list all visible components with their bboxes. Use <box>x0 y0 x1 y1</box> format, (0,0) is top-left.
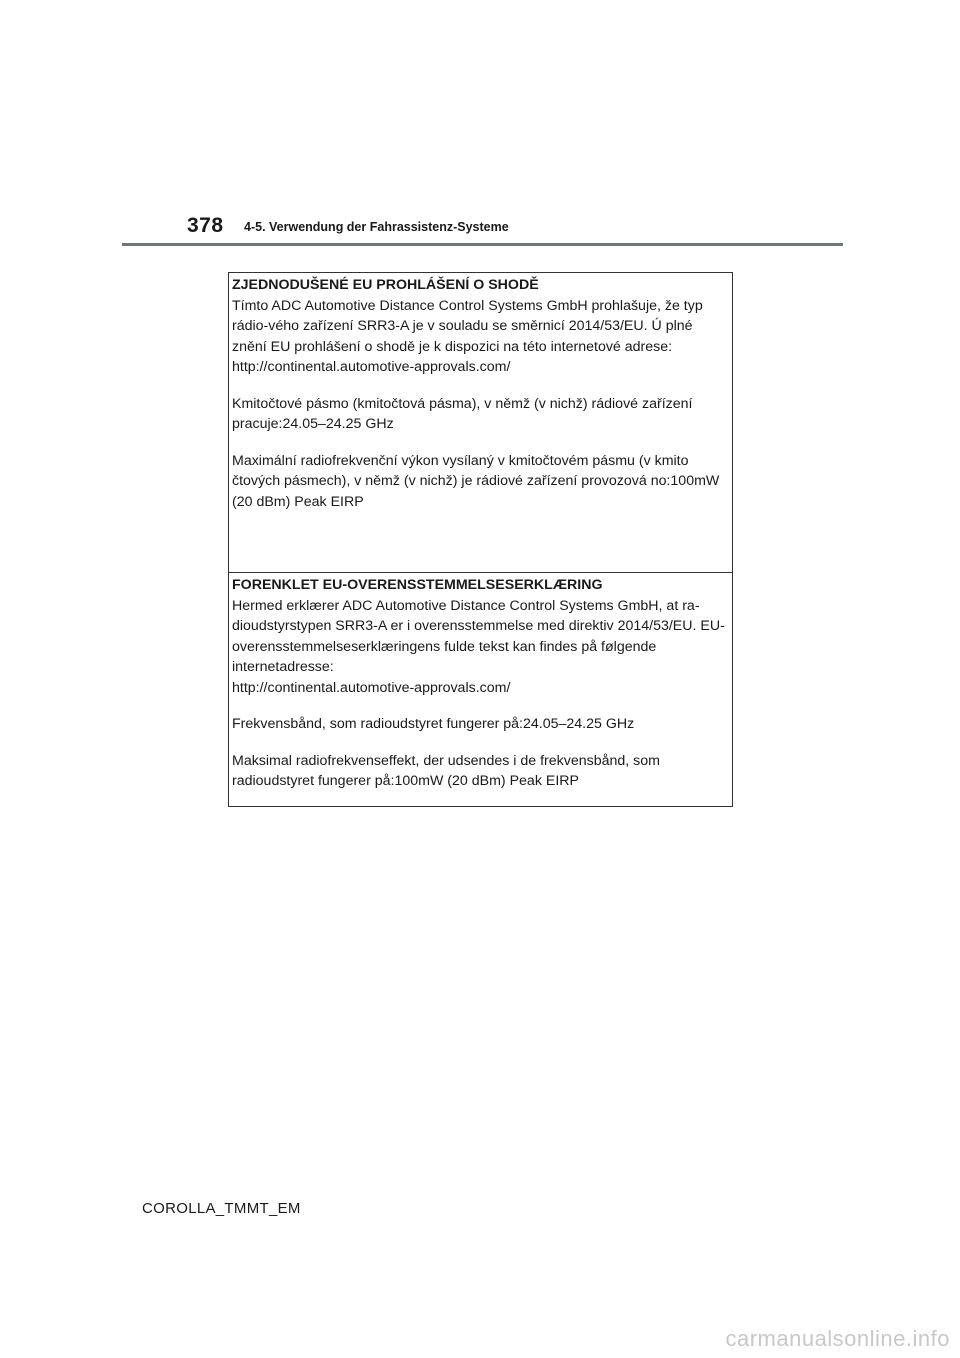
declaration-intro-czech: Tímto ADC Automotive Distance Control Systems GmbH prohlašuje, že typ rádio-vého zařízení SRR3-A je v souladu se směrnicí 2014/53/EU. Ú plné znění EU prohlášení o shodě je k dispozici na této internetové adrese: <box>232 297 703 355</box>
max-power-czech: Maximální radiofrekvenční výkon vysílaný v kmitočtovém pásmu (v kmito čtových pásmech), v němž (v nichž) je rádiové zařízení provozová no:100mW (20 dBm) Peak EIRP <box>232 452 720 510</box>
site-watermark: carmanualsonline.info <box>725 1326 950 1351</box>
page-number: 378 <box>187 214 224 237</box>
header-divider <box>122 243 843 246</box>
declaration-intro-danish: Hermed erklærer ADC Automotive Distance Control Systems GmbH, at ra-dioudstyrstypen SRR3-A er i overensstemmelse med direktiv 2014/53/EU. EU-overensstemmelseserklæringens fulde tekst kan findes på følgende internetadresse: <box>232 597 725 675</box>
declaration-url-czech[interactable]: http://continental.automotive-approvals.com/ <box>232 359 511 375</box>
section-title: 4-5. Verwendung der Fahrassistenz-Systeme <box>244 220 509 234</box>
frequency-band-czech: Kmitočtové pásmo (kmitočtová pásma), v němž (v nichž) rádiové zařízení pracuje:24.05–24.25 GHz <box>232 395 693 432</box>
document-id: COROLLA_TMMT_EM <box>142 1200 301 1217</box>
frequency-band-danish: Frekvensbånd, som radioudstyret fungerer på:24.05–24.25 GHz <box>232 716 635 732</box>
declaration-heading-czech: ZJEDNODUŠENÉ EU PROHLÁŠENÍ O SHODĚ <box>232 277 539 293</box>
declaration-box-danish <box>228 572 733 807</box>
declaration-heading-danish: FORENKLET EU-OVERENSSTEMMELSESERKLÆRING <box>232 577 603 593</box>
max-power-danish: Maksimal radiofrekvenseffekt, der udsendes i de frekvensbånd, som radioudstyret fungerer på:100mW (20 dBm) Peak EIRP <box>232 752 660 789</box>
declaration-box-czech <box>228 272 733 573</box>
declaration-url-danish[interactable]: http://continental.automotive-approvals.com/ <box>232 679 511 696</box>
